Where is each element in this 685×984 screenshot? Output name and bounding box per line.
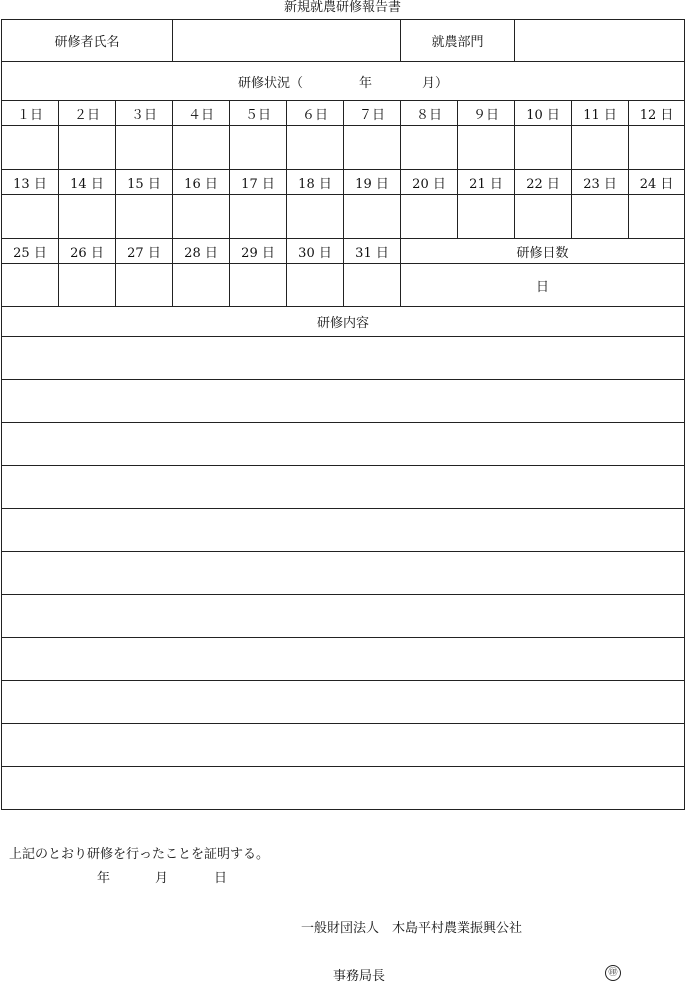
content-line-row bbox=[2, 509, 685, 552]
content-line[interactable] bbox=[2, 552, 685, 595]
day-label: 23 日 bbox=[572, 170, 629, 195]
day-entry-cell[interactable] bbox=[515, 126, 572, 170]
seal-mark-icon: ㊞ bbox=[605, 965, 621, 981]
content-line-row bbox=[2, 380, 685, 423]
content-line-row bbox=[2, 423, 685, 466]
date-year-label: 年 bbox=[97, 871, 111, 886]
content-line-row bbox=[2, 552, 685, 595]
day-label: ８日 bbox=[401, 101, 458, 126]
day-label: ２日 bbox=[59, 101, 116, 126]
department-label: 就農部門 bbox=[401, 20, 515, 62]
content-line-row bbox=[2, 681, 685, 724]
day-entry-cell[interactable] bbox=[344, 264, 401, 307]
day-entry-cell[interactable] bbox=[2, 264, 59, 307]
trainee-row bbox=[2, 20, 685, 62]
day-label: 29 日 bbox=[230, 239, 287, 264]
report-form-table bbox=[1, 19, 685, 810]
day-label: 17 日 bbox=[230, 170, 287, 195]
training-content-label: 研修内容 bbox=[2, 307, 685, 337]
day-header-row-2 bbox=[2, 170, 685, 195]
content-line[interactable] bbox=[2, 509, 685, 552]
day-entry-row-1 bbox=[2, 126, 685, 170]
content-line[interactable] bbox=[2, 638, 685, 681]
day-label: ７日 bbox=[344, 101, 401, 126]
day-header-row-3 bbox=[2, 239, 685, 264]
day-label: 27 日 bbox=[116, 239, 173, 264]
content-line-row bbox=[2, 767, 685, 810]
day-label: 28 日 bbox=[173, 239, 230, 264]
content-line[interactable] bbox=[2, 681, 685, 724]
day-entry-cell[interactable] bbox=[572, 126, 629, 170]
day-entry-cell[interactable] bbox=[2, 195, 59, 239]
day-label: 19 日 bbox=[344, 170, 401, 195]
trainee-name-label: 研修者氏名 bbox=[2, 20, 173, 62]
day-entry-cell[interactable] bbox=[2, 126, 59, 170]
day-entry-cell[interactable] bbox=[59, 264, 116, 307]
day-label: ３日 bbox=[116, 101, 173, 126]
training-status-cell[interactable] bbox=[2, 62, 685, 101]
day-entry-cell[interactable] bbox=[515, 195, 572, 239]
day-label: 25 日 bbox=[2, 239, 59, 264]
day-entry-row-2 bbox=[2, 195, 685, 239]
content-line[interactable] bbox=[2, 466, 685, 509]
day-label: 10 日 bbox=[515, 101, 572, 126]
day-label: 15 日 bbox=[116, 170, 173, 195]
day-entry-cell[interactable] bbox=[59, 126, 116, 170]
content-line-row bbox=[2, 595, 685, 638]
day-entry-cell[interactable] bbox=[173, 264, 230, 307]
day-entry-cell[interactable] bbox=[287, 195, 344, 239]
day-label: 18 日 bbox=[287, 170, 344, 195]
day-entry-cell[interactable] bbox=[344, 195, 401, 239]
content-line[interactable] bbox=[2, 767, 685, 810]
day-label: ９日 bbox=[458, 101, 515, 126]
day-entry-cell[interactable] bbox=[572, 195, 629, 239]
organization-name: 一般財団法人 木島平村農業振興公社 bbox=[301, 921, 523, 936]
day-entry-cell[interactable] bbox=[458, 126, 515, 170]
certification-statement: 上記のとおり研修を行ったことを証明する。 bbox=[9, 847, 270, 862]
day-entry-cell[interactable] bbox=[116, 264, 173, 307]
content-line[interactable] bbox=[2, 423, 685, 466]
status-year-label: 年 bbox=[359, 75, 373, 91]
content-line-row bbox=[2, 724, 685, 767]
day-entry-cell[interactable] bbox=[629, 195, 685, 239]
training-status-label: 研修状況（ bbox=[238, 75, 304, 91]
day-entry-cell[interactable] bbox=[230, 264, 287, 307]
status-month-label: 月） bbox=[422, 75, 449, 91]
day-label: 24 日 bbox=[629, 170, 685, 195]
content-line-row bbox=[2, 337, 685, 380]
day-entry-cell[interactable] bbox=[287, 264, 344, 307]
day-label: 22 日 bbox=[515, 170, 572, 195]
day-entry-cell[interactable] bbox=[116, 195, 173, 239]
day-label: 20 日 bbox=[401, 170, 458, 195]
content-line[interactable] bbox=[2, 380, 685, 423]
training-days-field[interactable] bbox=[401, 264, 685, 307]
content-line-row bbox=[2, 638, 685, 681]
date-month-label: 月 bbox=[155, 871, 169, 886]
day-entry-cell[interactable] bbox=[116, 126, 173, 170]
day-entry-cell[interactable] bbox=[458, 195, 515, 239]
day-header-row-1 bbox=[2, 101, 685, 126]
day-label: １日 bbox=[2, 101, 59, 126]
department-field[interactable] bbox=[515, 20, 685, 62]
day-entry-cell[interactable] bbox=[59, 195, 116, 239]
day-entry-cell[interactable] bbox=[344, 126, 401, 170]
training-days-label: 研修日数 bbox=[401, 239, 685, 264]
status-row bbox=[2, 62, 685, 101]
day-label: ４日 bbox=[173, 101, 230, 126]
day-entry-cell[interactable] bbox=[173, 126, 230, 170]
day-label: 30 日 bbox=[287, 239, 344, 264]
day-label: 14 日 bbox=[59, 170, 116, 195]
day-entry-cell[interactable] bbox=[230, 126, 287, 170]
day-entry-cell[interactable] bbox=[401, 195, 458, 239]
day-label: 16 日 bbox=[173, 170, 230, 195]
day-label: 11 日 bbox=[572, 101, 629, 126]
day-entry-cell[interactable] bbox=[629, 126, 685, 170]
content-line[interactable] bbox=[2, 724, 685, 767]
day-label: ５日 bbox=[230, 101, 287, 126]
day-label: 26 日 bbox=[59, 239, 116, 264]
day-label: 31 日 bbox=[344, 239, 401, 264]
training-days-unit: 日 bbox=[536, 279, 550, 295]
form-title: 新規就農研修報告書 bbox=[283, 0, 401, 15]
content-line[interactable] bbox=[2, 337, 685, 380]
signatory-title: 事務局長 bbox=[333, 969, 386, 984]
content-header-row bbox=[2, 307, 685, 337]
day-entry-row-3 bbox=[2, 264, 685, 307]
trainee-name-field[interactable] bbox=[173, 20, 401, 62]
content-line[interactable] bbox=[2, 595, 685, 638]
day-entry-cell[interactable] bbox=[230, 195, 287, 239]
date-day-label: 日 bbox=[214, 871, 228, 886]
day-entry-cell[interactable] bbox=[401, 126, 458, 170]
day-label: 13 日 bbox=[2, 170, 59, 195]
day-entry-cell[interactable] bbox=[173, 195, 230, 239]
day-label: 12 日 bbox=[629, 101, 685, 126]
day-label: 21 日 bbox=[458, 170, 515, 195]
day-entry-cell[interactable] bbox=[287, 126, 344, 170]
content-line-row bbox=[2, 466, 685, 509]
day-label: ６日 bbox=[287, 101, 344, 126]
